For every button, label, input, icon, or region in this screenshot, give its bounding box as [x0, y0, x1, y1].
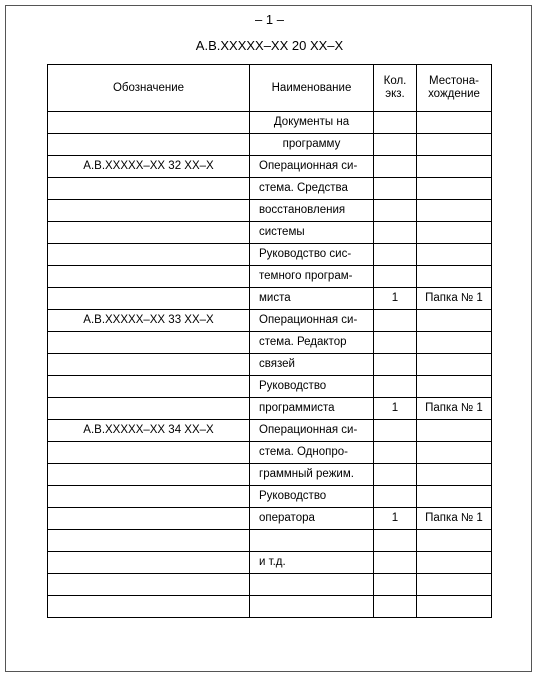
- cell-location: [417, 222, 492, 244]
- cell-name: [250, 596, 374, 618]
- cell-quantity: 1: [374, 288, 417, 310]
- cell-designation: [48, 112, 250, 134]
- cell-name: [250, 530, 374, 552]
- table-row: [48, 332, 492, 354]
- cell-quantity: [374, 112, 417, 134]
- cell-designation: [48, 596, 250, 618]
- cell-name: Операционная си-: [250, 310, 374, 332]
- cell-quantity: [374, 332, 417, 354]
- specification-table: [47, 64, 492, 618]
- cell-designation: [48, 508, 250, 530]
- cell-location: [417, 596, 492, 618]
- table-row: [48, 354, 492, 376]
- cell-name: программу: [250, 134, 374, 156]
- table-row: [48, 156, 492, 178]
- cell-quantity: [374, 156, 417, 178]
- cell-name: и т.д.: [250, 552, 374, 574]
- table-row: [48, 508, 492, 530]
- cell-location: [417, 332, 492, 354]
- cell-location: [417, 354, 492, 376]
- cell-location: [417, 112, 492, 134]
- cell-location: [417, 486, 492, 508]
- cell-designation: [48, 464, 250, 486]
- cell-location: Папка № 1: [417, 288, 492, 310]
- cell-name: стема. Редактор: [250, 332, 374, 354]
- cell-quantity: [374, 200, 417, 222]
- table-row: [48, 398, 492, 420]
- header-quantity: Кол. экз.: [374, 65, 417, 112]
- table-row: [48, 596, 492, 618]
- cell-location: [417, 200, 492, 222]
- cell-quantity: [374, 552, 417, 574]
- cell-designation: [48, 266, 250, 288]
- cell-location: [417, 134, 492, 156]
- cell-designation: [48, 574, 250, 596]
- cell-location: [417, 464, 492, 486]
- cell-quantity: [374, 530, 417, 552]
- cell-designation: [48, 552, 250, 574]
- cell-designation: [48, 200, 250, 222]
- cell-location: [417, 310, 492, 332]
- cell-location: [417, 244, 492, 266]
- header-location: Местона- хождение: [417, 65, 492, 112]
- cell-quantity: [374, 244, 417, 266]
- table-row: [48, 266, 492, 288]
- cell-quantity: 1: [374, 398, 417, 420]
- cell-designation: [48, 244, 250, 266]
- cell-name: системы: [250, 222, 374, 244]
- cell-name: стема. Однопро-: [250, 442, 374, 464]
- cell-location: [417, 178, 492, 200]
- cell-designation: [48, 398, 250, 420]
- cell-name: Операционная си-: [250, 420, 374, 442]
- cell-name: связей: [250, 354, 374, 376]
- cell-name: Документы на: [250, 112, 374, 134]
- table-row: [48, 222, 492, 244]
- table-row: [48, 376, 492, 398]
- cell-name: граммный режим.: [250, 464, 374, 486]
- cell-quantity: [374, 354, 417, 376]
- cell-quantity: [374, 134, 417, 156]
- cell-quantity: [374, 420, 417, 442]
- cell-name: темного програм-: [250, 266, 374, 288]
- cell-designation: [48, 332, 250, 354]
- table-row: [48, 442, 492, 464]
- table-row: [48, 112, 492, 134]
- header-name: Наименование: [250, 65, 374, 112]
- cell-name: восстановления: [250, 200, 374, 222]
- table-row: [48, 178, 492, 200]
- cell-location: [417, 376, 492, 398]
- table-body: [48, 112, 492, 618]
- cell-name: стема. Средства: [250, 178, 374, 200]
- table-header-row: [48, 65, 492, 112]
- cell-location: Папка № 1: [417, 508, 492, 530]
- cell-designation: [48, 288, 250, 310]
- cell-designation: [48, 486, 250, 508]
- cell-designation: [48, 354, 250, 376]
- table-row: [48, 288, 492, 310]
- cell-location: [417, 552, 492, 574]
- table-row: [48, 574, 492, 596]
- cell-quantity: [374, 266, 417, 288]
- cell-location: [417, 420, 492, 442]
- cell-quantity: [374, 310, 417, 332]
- cell-name: оператора: [250, 508, 374, 530]
- cell-name: Руководство сис-: [250, 244, 374, 266]
- cell-quantity: [374, 442, 417, 464]
- table-row: [48, 552, 492, 574]
- cell-name: [250, 574, 374, 596]
- header-designation: Обозначение: [48, 65, 250, 112]
- cell-location: [417, 574, 492, 596]
- cell-name: Руководство: [250, 486, 374, 508]
- table-row: [48, 310, 492, 332]
- cell-designation: А.В.XXXXX–XX 32 XX–X: [48, 156, 250, 178]
- table-row: [48, 486, 492, 508]
- table-row: [48, 420, 492, 442]
- cell-quantity: [374, 596, 417, 618]
- cell-quantity: [374, 486, 417, 508]
- cell-designation: [48, 376, 250, 398]
- cell-name: программиста: [250, 398, 374, 420]
- cell-designation: А.В.XXXXX–XX 33 XX–X: [48, 310, 250, 332]
- cell-location: Папка № 1: [417, 398, 492, 420]
- cell-designation: [48, 222, 250, 244]
- cell-location: [417, 266, 492, 288]
- cell-quantity: [374, 222, 417, 244]
- cell-location: [417, 156, 492, 178]
- table-row: [48, 200, 492, 222]
- cell-designation: [48, 530, 250, 552]
- page-number: – 1 –: [255, 12, 284, 27]
- table-row: [48, 530, 492, 552]
- cell-quantity: [374, 178, 417, 200]
- table-row: [48, 134, 492, 156]
- cell-quantity: [374, 376, 417, 398]
- cell-location: [417, 442, 492, 464]
- cell-quantity: [374, 464, 417, 486]
- cell-designation: [48, 178, 250, 200]
- cell-quantity: [374, 574, 417, 596]
- cell-name: миста: [250, 288, 374, 310]
- document-code: А.В.XXXXX–XX 20 XX–X: [195, 38, 344, 53]
- cell-name: Операционная си-: [250, 156, 374, 178]
- table-row: [48, 244, 492, 266]
- cell-designation: [48, 134, 250, 156]
- cell-designation: А.В.XXXXX–XX 34 XX–X: [48, 420, 250, 442]
- cell-quantity: 1: [374, 508, 417, 530]
- cell-name: Руководство: [250, 376, 374, 398]
- table-row: [48, 464, 492, 486]
- cell-location: [417, 530, 492, 552]
- cell-designation: [48, 442, 250, 464]
